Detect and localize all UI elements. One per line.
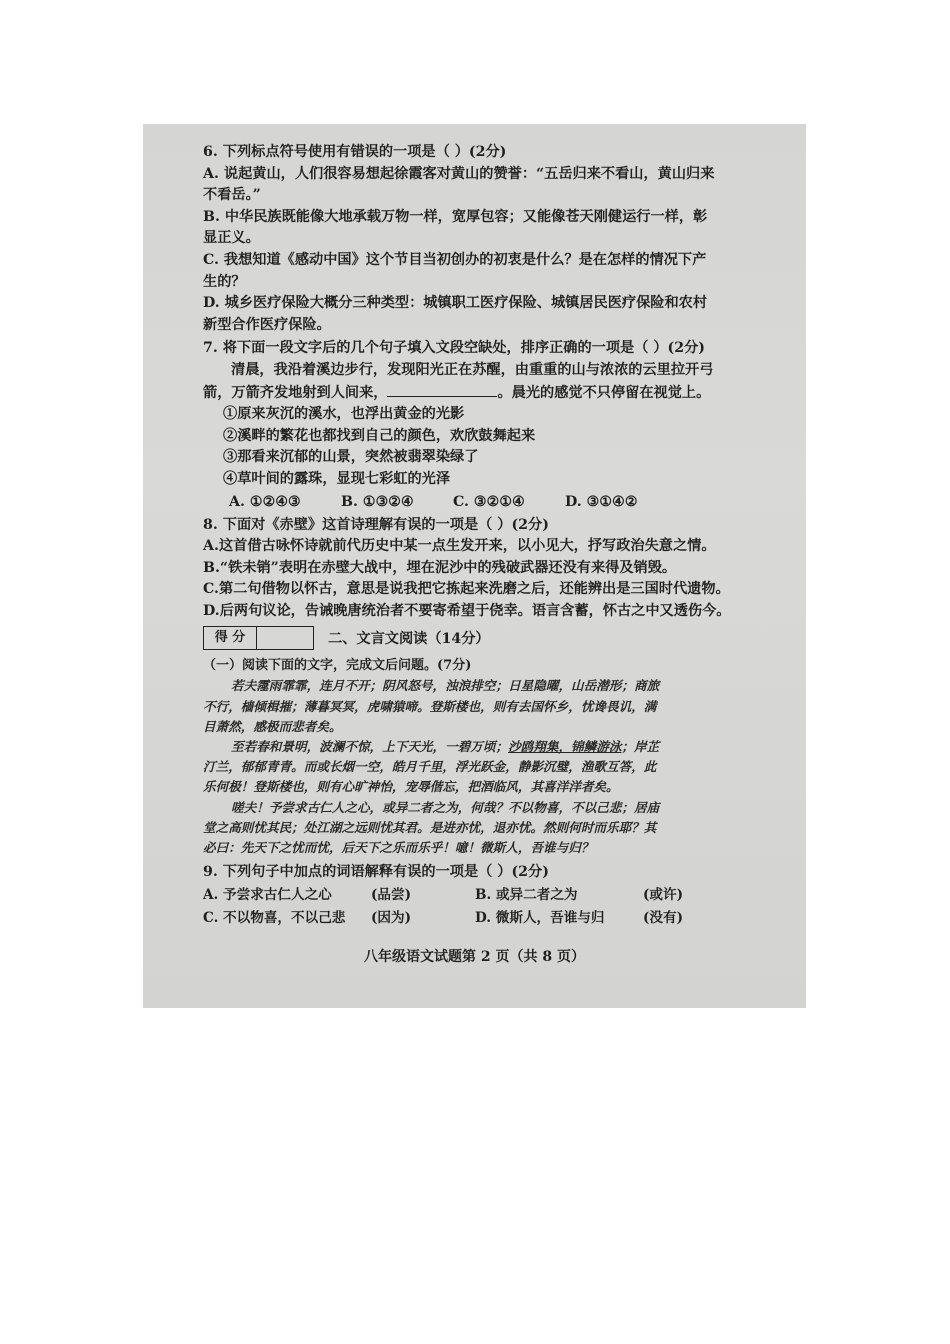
q7-passage-line1: 清晨，我沿着溪边步行，发现阳光正在苏醒，由重重的山与浓浓的云里拉开弓 (231, 361, 714, 378)
exam-page-photo (143, 124, 806, 1008)
section2-title: 二、文言文阅读（14分） (328, 631, 490, 648)
passage-line-9: 必曰：先天下之忧而忧，后天下之乐而乐乎！噫！微斯人，吾谁与归？ (203, 840, 594, 856)
q7-option-b: B. ①③②④ (341, 493, 414, 510)
q9-row-1 (203, 884, 763, 907)
score-label: 得 分 (204, 627, 257, 649)
q9-option-c: C. 不以物喜，不以己悲 (203, 909, 346, 926)
q7-passage-line2 (203, 382, 763, 405)
q6-option-a-line1: A. 说起黄山，人们很容易想起徐霞客对黄山的赞誉：“五岳归来不看山，黄山归来 (203, 165, 715, 182)
q9-option-c-note: (因为) (371, 909, 412, 926)
q6-option-b-line1: B. 中华民族既能像大地承载万物一样，宽厚包容；又能像苍天刚健运行一样，彰 (203, 208, 708, 225)
q8-option-b: B.“铁未销”表明在赤壁大战中，埋在泥沙中的残破武器还没有来得及销毁。 (203, 559, 677, 576)
passage-line-2: 不行，樯倾楫摧；薄暮冥冥，虎啸猿啼。登斯楼也，则有去国怀乡，忧谗畏讥，满 (203, 698, 657, 714)
q7-option-a: A. ①②④③ (229, 493, 301, 510)
q7-option-c: C. ③②①④ (453, 493, 525, 510)
q9-option-d: D. 微斯人，吾谁与归 (475, 909, 605, 926)
q8-option-d: D.后两句议论，告诫晚唐统治者不要寄希望于侥幸。语言含蓄，怀古之中又透伤今。 (203, 602, 731, 619)
q7-passage-part2: 。晨光的感觉不只停留在视觉上。 (497, 384, 711, 401)
q9-option-b: B. 或异二者之为 (475, 886, 578, 903)
q7-sentence-3: ③那看来沉郁的山景，突然被翡翠染绿了 (223, 449, 479, 466)
q6-option-d-line1: D. 城乡医疗保险大概分三种类型：城镇职工医疗保险、城镇居民医疗保险和农村 (203, 295, 708, 312)
passage-line-6: 乐何极！登斯楼也，则有心旷神怡，宠辱偕忘，把酒临风，其喜洋洋者矣。 (203, 779, 619, 795)
q7-sentence-4: ④草叶间的露珠，显现七彩虹的光泽 (223, 470, 451, 487)
q9-option-d-note: (没有) (643, 909, 684, 926)
q9-option-a-note: (品尝) (371, 886, 412, 903)
q7-option-d: D. ③①④② (565, 493, 638, 510)
q7-options (203, 491, 763, 513)
passage-line-1: 若夫霪雨霏霏，连月不开；阴风怒号，浊浪排空；日星隐曜，山岳潜形；商旅 (231, 678, 660, 694)
page-footer: 八年级语文试题第 2 页（共 8 页） (364, 949, 585, 965)
passage-line-4 (203, 737, 763, 757)
q6-stem: 6. 下列标点符号使用有错误的一项是（ ）(2分) (203, 144, 507, 160)
passage-underlined-phrase: 沙鸥翔集，锦鳞游泳 (508, 739, 622, 755)
q8-option-c: C.第二句借物以怀古，意思是说我把它拣起来洗磨之后，还能辨出是三国时代遗物。 (203, 581, 730, 598)
section2-header (203, 626, 763, 650)
q7-passage-part1: 箭，万箭齐发地射到人间来， (203, 384, 388, 401)
passage-line-4-part2: ；岸芷 (621, 739, 660, 755)
q9-option-a: A. 予尝求古仁人之心 (203, 886, 332, 903)
q6-option-a-line2: 不看岳。” (203, 187, 261, 204)
q8-option-a: A.这首借古咏怀诗就前代历史中某一点生发开来，以小见大，抒写政治失意之情。 (203, 538, 716, 555)
section2-subheading: （一）阅读下面的文字，完成文后问题。(7分) (203, 658, 472, 674)
passage-line-4-part1: 至若春和景明，波澜不惊，上下天光，一碧万顷； (231, 739, 509, 755)
q7-sentence-2: ②溪畔的繁花也都找到自己的颜色，欢欣鼓舞起来 (223, 427, 536, 444)
q9-option-b-note: (或许) (643, 886, 684, 903)
passage-line-3: 目萧然，感极而悲者矣。 (203, 718, 342, 734)
passage-line-7: 嗟夫！予尝求古仁人之心，或异二者之为，何哉？不以物喜，不以己悲；居庙 (231, 799, 660, 815)
exam-content (203, 142, 763, 930)
passage-line-8: 堂之高则忧其民；处江湖之远则忧其君。是进亦忧，退亦忧。然则何时而乐耶？其 (203, 819, 657, 835)
q6-option-c-line1: C. 我想知道《感动中国》这个节目当初创办的初衷是什么？是在怎样的情况下产 (203, 251, 707, 268)
q7-stem: 7. 将下面一段文字后的几个句子填入文段空缺处，排序正确的一项是（ ）(2分) (203, 340, 705, 357)
q6-option-c-line2: 生的？ (203, 273, 246, 290)
q7-fill-blank (387, 382, 497, 397)
q9-row-2 (203, 907, 763, 930)
q6-option-b-line2: 显正义。 (203, 230, 260, 247)
score-box (203, 626, 314, 650)
passage-line-5: 汀兰，郁郁青青。而或长烟一空，皓月千里，浮光跃金，静影沉璧，渔歌互答，此 (203, 759, 657, 775)
q7-sentence-1: ①原来灰沉的溪水，也浮出黄金的光影 (223, 406, 465, 423)
q8-stem: 8. 下面对《赤壁》这首诗理解有误的一项是（ ）(2分) (203, 516, 549, 533)
score-blank (257, 627, 313, 649)
q6-option-d-line2: 新型合作医疗保险。 (203, 316, 331, 333)
q9-stem: 9. 下列句子中加点的词语解释有误的一项是（ ）(2分) (203, 864, 549, 881)
